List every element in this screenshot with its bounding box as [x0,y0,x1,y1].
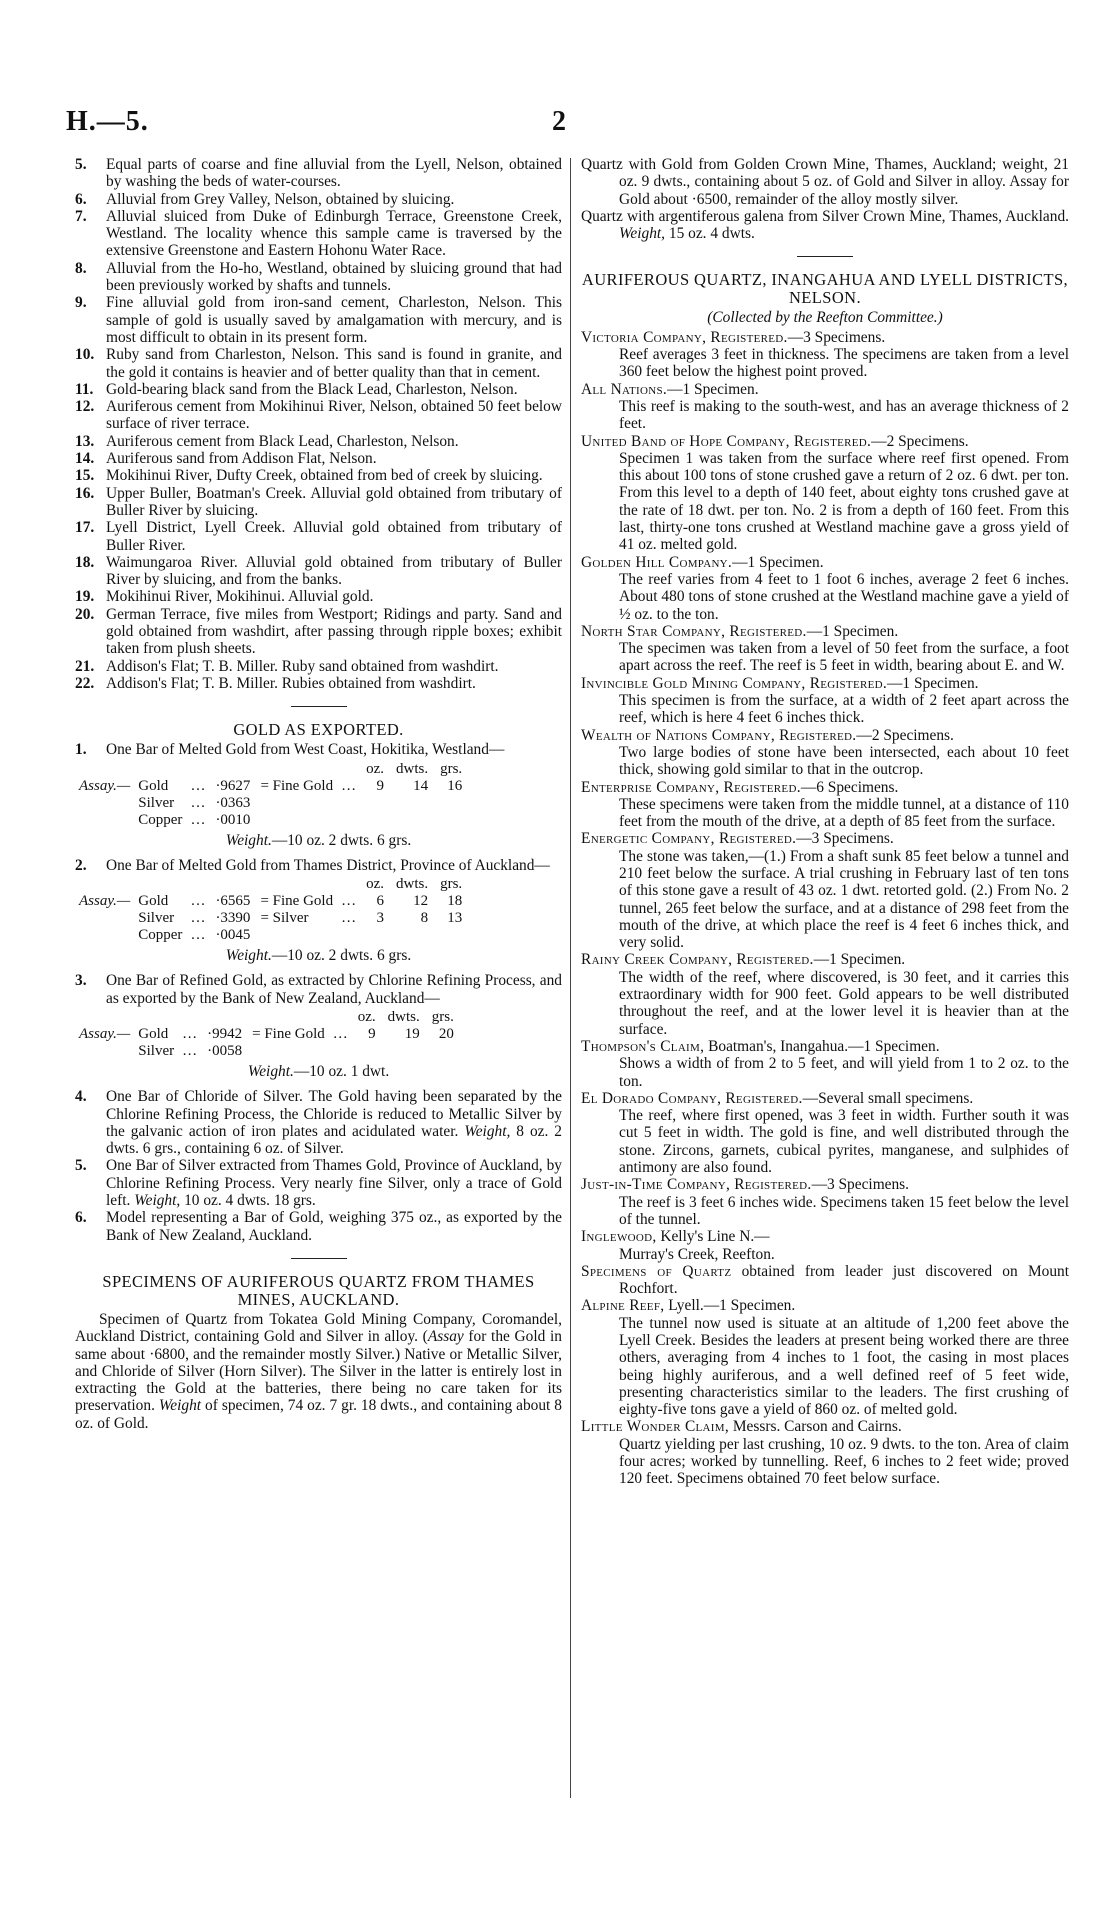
assay-dots: … [190,777,206,794]
item-text: Auriferous cement from Black Lead, Charleston, Nelson. [106,432,459,450]
entry-heading [581,675,1069,692]
assay-val: ·6565 [215,893,251,910]
assay-val: ·0045 [215,927,251,944]
item-number: 15. [75,467,95,485]
entry-body: Shows a width of from 2 to 5 feet, and will yield from 1 to 2 oz. to the ton. [619,1055,1069,1090]
section-rule [797,256,853,257]
entry-name: Golden Hill Company. [581,553,733,571]
section-rule [291,1258,347,1259]
list-item [75,467,562,484]
entry-heading [581,1228,1069,1245]
weight-value: —10 oz. 1 dwt. [293,1062,390,1080]
assay-dwts [382,1043,426,1060]
assay-table [75,876,468,944]
assay-metal: Silver [138,910,175,927]
item-number: 10. [75,346,95,364]
item-number: 14. [75,450,95,468]
entry-name: El Dorado Company, Registered. [581,1089,803,1107]
item-text: Alluvial from Grey Valley, Nelson, obtained by sluicing. [106,190,455,208]
item-number: 1. [75,741,87,759]
assay-oz [352,1043,382,1060]
item-text: Gold-bearing black sand from the Black Lead, Charleston, Nelson. [106,380,518,398]
assay-d2: … [341,777,357,794]
assay-eq [256,812,337,829]
assay-row [75,1026,460,1043]
list-item [75,433,562,450]
entry-body: The reef, where first opened, was 3 feet in width. Further south it was cut 5 feet in width. The gold is fine, and well distributed through the stone. Zircons, garnets, cubical pyrites, manganese, and sulphides of antimony are also found. [619,1107,1069,1177]
assay-eq [248,1043,329,1060]
assay-dwts [390,812,434,829]
entry-rest: obtained from leader just discovered on Mount Rochfort. [619,1262,1069,1298]
entry-body: Reef averages 3 feet in thickness. The specimens are taken from a level 360 feet below the highest point proved. [619,346,1069,381]
assay-eq [256,927,337,944]
assay-row [75,778,468,795]
item-text: Addison's Flat; T. B. Miller. Ruby sand obtained from washdirt. [106,657,499,675]
assay-row [75,927,468,944]
entry-body: Two large bodies of stone have been intersected, each about 10 feet thick, showing gold similar to that in the outcrop. [619,743,1069,779]
assay-dwts [390,927,434,944]
entry-heading [581,951,1069,968]
bar-weight [75,1063,562,1080]
bar-description [75,741,562,758]
assay-oz [360,795,390,812]
assay-dwts: 8 [420,910,429,927]
entry-rest: Messrs. Carson and Cairns. [729,1418,902,1436]
assay-d2: … [341,893,357,910]
weight-value: —10 oz. 2 dwts. 6 grs. [271,947,412,965]
item-number: 18. [75,553,95,571]
item-text: One Bar of Melted Gold from Thames District, Province of Auckland— [106,856,550,874]
gold-bar-2 [75,857,562,965]
list-item [75,294,562,346]
assay-label [75,795,134,812]
entry-name: All Nations. [581,380,668,398]
assay-row [75,795,468,812]
assay-dwts: 12 [413,893,429,910]
gold-bar-5: 5. One Bar of Silver extracted from Thames Gold, Province of Auckland, by Chlorine Refining Process. Very nearly fine Silver, only a trace of Gold left. Weight, 10 oz. 4 dwts. 18 grs. [75,1157,562,1210]
entry-rest: —1 Specimen. [806,622,899,640]
item-number: 2. [75,856,87,874]
unit-header: dwts. [396,876,429,893]
entry-rest: —2 Specimens. [856,726,954,744]
assay-d2: … [332,1025,348,1042]
entry-name: Wealth of Nations Company, Registered. [581,726,857,744]
item-number: 11. [75,380,94,398]
assay-val: ·3390 [215,910,251,927]
entry-name: Inglewood, [581,1228,657,1246]
entry-heading [581,1418,1069,1435]
assay-oz [360,812,390,829]
entry-body: The reef varies from 4 feet to 1 foot 6 inches, average 2 feet 6 inches. About 480 tons of stone crushed at the Westland machine gave a yield of ½ oz. to the ton. [619,570,1069,623]
entry-heading [581,1176,1069,1193]
page-number: 2 [552,106,566,137]
assay-oz: 9 [368,1025,376,1042]
entry-rest: Kelly's Line N.— [656,1228,770,1246]
assay-val: ·0363 [215,794,251,811]
item-text: Addison's Flat; T. B. Miller. Rubies obtained from washdirt. [106,674,476,692]
entry-name: Victoria Company, Registered. [581,328,788,346]
unit-header: dwts. [396,760,429,777]
item-text: Equal parts of coarse and fine alluvial from the Lyell, Nelson, obtained by washing the beds of water-courses. [106,156,562,191]
entry-rest: Boatman's, Inangahua.—1 Specimen. [704,1037,940,1055]
entry-rest: —Several small specimens. [802,1089,974,1107]
assay-eq: = Fine Gold [252,1025,325,1042]
entry-body: The specimen was taken from a level of 50 feet from the surface, a foot apart across the reef. The reef is 5 feet in width, bearing about E. and W. [619,640,1069,675]
entry-name: Just-in-Time Company, Registered. [581,1176,812,1194]
item-text: Ruby sand from Charleston, Nelson. This sand is found in granite, and the gold it contains is heavier and of better quality than that in cement. [106,346,562,381]
assay-metal: Gold [138,777,169,794]
assay-metal: Copper [138,811,183,828]
company-entries [581,329,1069,1488]
entry-name: Rainy Creek Company, Registered. [581,951,814,969]
entry-body: The tunnel now used is situate at an altitude of 1,200 feet above the Lyell Creek. Besides the leaders at present being worked there are three others, averaging from 4 inches to 1 foot, the casing in most places being highly auriferous, and a well defined reef of 5 feet wide, presenting characteristics similar to the leaders. The first crushing of eighty-five tons gave a yield of 860 oz. of melted gold. [619,1314,1069,1419]
weight-label: Weight. [225,947,272,965]
item-number: 6. [75,190,87,208]
bar-description [75,972,562,1007]
assay-eq: = Silver [260,910,309,927]
list-item [75,675,562,692]
entry-name: Invincible Gold Mining Company, Registered. [581,674,888,692]
entry-heading [581,554,1069,571]
assay-dots: … [190,927,206,944]
item-text: Fine alluvial gold from iron-sand cement, Charleston, Nelson. This sample of gold is usually saved by amalgamation with mercury, and is most difficult to obtain in its present form. [106,294,562,346]
assay-oz [360,927,390,944]
entry-rest: —6 Specimens. [800,778,899,796]
assay-metal: Gold [138,893,169,910]
entry-name: Enterprise Company, Registered. [581,778,801,796]
item-number: 7. [75,207,87,225]
item-text: Lyell District, Lyell Creek. Alluvial gold obtained from tributary of Buller River. [106,519,562,554]
document-code: H.—5. [66,106,149,137]
assay-grs: 16 [447,777,463,794]
assay-val: ·0058 [207,1042,243,1059]
assay-label-text: Assay.— [79,1025,131,1042]
bar-weight [75,947,562,964]
assay-label [75,893,134,910]
item-number: 17. [75,519,95,537]
right-column [581,156,1069,1488]
assay-grs [434,812,468,829]
list-item [75,260,562,295]
item-number: 16. [75,484,95,502]
entry-body: Specimen 1 was taken from the surface where reef first opened. From this about 100 tons of stone crushed gave a return of 2 oz. 6 dwt. per ton. From this level to a depth of 140 feet, about eighty tons crushed gave at the rate of 18 dwt. per ton. No. 2 is from a depth of 160 feet. From this last, thirty-one tons crushed at Westland machine gave a gross yield of 41 oz. melted gold. [619,449,1069,554]
entry-name: Specimens of Quartz [581,1262,732,1280]
item-number: 22. [75,674,95,692]
assay-table [75,1009,460,1060]
list-item [75,156,562,191]
unit-header: grs. [431,1008,454,1025]
thames-specimens-heading: SPECIMENS OF AURIFEROUS QUARTZ FROM THAMES MINES, AUCKLAND. [102,1271,535,1309]
entry-rest: —1 Specimen. [667,380,759,398]
item-text: Mokihinui River, Mokihinui. Alluvial gold. [106,588,374,606]
item-number: 19. [75,588,95,606]
entry-heading [581,1038,1069,1055]
item-number: 3. [75,972,87,990]
entry-body: These specimens were taken from the middle tunnel, at a distance of 110 feet from the mouth of the drive, at a depth of 85 feet from the surface. [619,795,1069,831]
entry-body: This reef is making to the south-west, and has an average thickness of 2 feet. [619,397,1069,433]
entry-body: The width of the reef, where discovered, is 30 feet, and it carries this extraordinary width for 900 feet. Gold appears to be well distributed throughout the reef, and at the lower level it is heavier than at the surface. [619,968,1069,1038]
collected-by-note: (Collected by the Reefton Committee.) [707,309,943,327]
weight-value: —10 oz. 2 dwts. 6 grs. [271,831,412,849]
entry-body: Quartz yielding per last crushing, 10 oz. 9 dwts. to the ton. Area of claim four acres; worked by tunnelling. Reef, 6 inches to 2 feet wide; proved 120 feet. Specimens obtained 70 feet below surface. [619,1435,1069,1488]
assay-d2: … [341,910,357,927]
entry-heading [581,1263,1069,1298]
assay-label [75,910,134,927]
entry-heading [581,727,1069,744]
entry-rest: —2 Specimens. [871,432,969,450]
assay-dots: … [190,811,206,828]
assay-eq: = Fine Gold [260,893,334,910]
item-text: Waimungaroa River. Alluvial gold obtained from tributary of Buller River by sluicing, and from the banks. [106,553,562,589]
entry-name: Energetic Company, Registered. [581,830,797,848]
assay-label [75,812,134,829]
item-number: 20. [75,605,95,623]
assay-dots: … [182,1025,198,1042]
inangahua-heading: AURIFEROUS QUARTZ, INANGAHUA AND LYELL DISTRICTS, NELSON. [581,270,1069,308]
entry-name: United Band of Hope Company, Registered. [581,432,872,450]
entry-name: Alpine Reef, [581,1297,665,1315]
item-text: Auriferous cement from Mokihinui River, Nelson, obtained 50 feet below surface of river terrace. [106,398,562,433]
entry-name: Thompson's Claim, [581,1037,705,1055]
assay-grs [426,1043,460,1060]
entry-rest: —1 Specimen. [887,674,979,692]
assay-dots: … [190,794,206,811]
alluvial-list [75,156,562,692]
item-text: One Bar of Refined Gold, as extracted by Chlorine Refining Process, and as exported by the Bank of New Zealand, Auckland— [106,972,562,1007]
unit-header: grs. [440,760,463,777]
list-item [75,606,562,658]
assay-val: ·9627 [215,777,251,794]
tokatea-specimen: Specimen of Quartz from Tokatea Gold Mining Company, Coromandel, Auckland District, containing Gold and Silver in alloy. (Assay for the Gold in same about ·6800, and the remainder mostly Silver.) Native or Metallic Silver, and Chloride of Silver (Horn Silver). The Silver in the latter is entirely lost in extracting the Gold at the batteries, there being no care taken for its preservation. Weight of specimen, 74 oz. 7 gr. 18 dwts., and containing about 8 oz. of Gold. [75,1310,562,1432]
assay-label [75,1026,134,1043]
assay-dots: … [190,893,206,910]
entry-heading [581,779,1069,796]
item-text: German Terrace, five miles from Westport; Ridings and party. Sand and gold obtained from washdirt, after passing through ripple boxes; exhibit taken from plush sheets. [106,605,562,658]
list-item [75,519,562,554]
assay-metal: Silver [138,1042,175,1059]
section-rule [291,706,347,707]
item-number: 8. [75,259,87,277]
entry-heading [581,1297,1069,1314]
assay-row [75,1043,460,1060]
list-item [75,381,562,398]
assay-row [75,812,468,829]
entry-rest: —1 Specimen. [732,553,824,571]
bar-weight [75,832,562,849]
entry-rest: —3 Specimens. [796,830,894,848]
item-text: Upper Buller, Boatman's Creek. Alluvial gold obtained from tributary of Buller River by sluicing. [106,484,562,519]
entry-body: The reef is 3 feet 6 inches wide. Specimens taken 15 feet below the level of the tunnel. [619,1193,1069,1228]
entry-heading [581,623,1069,640]
assay-metal: Silver [138,794,175,811]
assay-dwts: 14 [413,777,429,794]
unit-header: oz. [366,876,384,893]
bar-description [75,857,562,874]
assay-label [75,1043,134,1060]
assay-oz: 3 [376,910,384,927]
gold-bar-6: 6. Model representing a Bar of Gold, weighing 375 oz., as exported by the Bank of New Zealand, Auckland. [75,1209,562,1244]
item-number: 13. [75,432,95,450]
weight-label: Weight. [247,1062,294,1080]
assay-dots: … [182,1042,198,1059]
assay-grs [434,795,468,812]
entry-rest: —3 Specimens. [787,328,886,346]
assay-label-text: Assay.— [79,777,131,794]
entry-heading [581,381,1069,398]
unit-header: oz. [357,1008,376,1025]
column-divider [570,158,571,1798]
assay-val: ·9942 [207,1025,243,1042]
list-item [75,191,562,208]
item-text: Auriferous sand from Addison Flat, Nelson. [106,450,377,468]
list-item [75,398,562,433]
assay-row [75,910,468,927]
entry-body: Murray's Creek, Reefton. [619,1245,775,1263]
entry-name: North Star Company, Registered. [581,622,807,640]
list-item [75,450,562,467]
entry-heading [581,329,1069,346]
golden-crown-quartz: Quartz with Gold from Golden Crown Mine, Thames, Auckland; weight, 21 oz. 9 dwts., containing about 5 oz. of Gold and Silver in alloy. Assay for Gold about ·6500, remainder of the alloy mostly silver. [581,156,1069,208]
assay-metal: Copper [138,927,183,944]
assay-label [75,778,134,795]
entry-body: The stone was taken,—(1.) From a shaft sunk 85 feet below a tunnel and 210 feet below the surface. A trial crushing in February last of ten tons of this stone gave a result of 43 oz. 1 dwt. retorted gold. (2.) From No. 2 tunnel, 265 feet below the surface, and at a distance of 298 feet from the mouth of the drive, at which place the reef is 4 feet 6 inches thick, and very solid. [619,847,1069,952]
weight-label: Weight. [225,831,272,849]
item-text: One Bar of Melted Gold from West Coast, Hokitika, Westland— [106,741,505,759]
assay-oz: 6 [376,893,384,910]
list-item [75,658,562,675]
assay-d2 [337,812,360,829]
assay-label [75,927,134,944]
assay-d2 [337,795,360,812]
gold-bar-3 [75,972,562,1080]
item-text: Alluvial sluiced from Duke of Edinburgh Terrace, Greenstone Creek, Westland. The locality whence this sample came is traversed by the extensive Greenstone and Eastern Hohonu Water Race. [106,207,562,260]
left-column [75,156,562,1432]
item-number: 21. [75,657,95,675]
assay-dots: … [190,910,206,927]
unit-header: oz. [366,760,384,777]
silver-crown-quartz: Quartz with argentiferous galena from Silver Crown Mine, Thames, Auckland. Weight, 15 oz. 4 dwts. [581,207,1069,243]
assay-d2 [329,1043,352,1060]
list-item [75,588,562,605]
assay-row [75,893,468,910]
gold-bar-1 [75,741,562,849]
assay-grs: 18 [447,893,463,910]
item-number: 5. [75,156,87,173]
list-item [75,346,562,381]
entry-name: Little Wonder Claim, [581,1418,729,1436]
item-text: Mokihinui River, Dufty Creek, obtained from bed of creek by sluicing. [106,467,543,485]
assay-metal: Gold [138,1025,169,1042]
list-item [75,485,562,520]
assay-dwts [390,795,434,812]
entry-rest: —3 Specimens. [811,1176,910,1194]
assay-d2 [337,927,360,944]
assay-label-text: Assay.— [79,893,131,910]
unit-header: grs. [440,876,463,893]
assay-val: ·0010 [215,811,251,828]
item-number: 9. [75,294,87,312]
entry-rest: —1 Specimen. [813,951,906,969]
assay-dwts: 19 [404,1025,420,1042]
gold-bar-4: 4. One Bar of Chloride of Silver. The Gold having been separated by the Chlorine Refining Process, the Chloride is reduced to Metallic Silver by the galvanic action of iron plates and acidulated water. Weight, 8 oz. 2 dwts. 6 grs., containing 6 oz. of Silver. [75,1088,562,1158]
assay-oz: 9 [376,777,384,794]
assay-table [75,761,468,829]
entry-rest: Lyell.—1 Specimen. [664,1297,796,1315]
item-text: Alluvial from the Ho-ho, Westland, obtained by sluicing ground that had been previously worked by shafts and tunnels. [106,259,562,295]
entry-heading [581,1090,1069,1107]
item-number: 12. [75,398,95,416]
entry-heading [581,830,1069,847]
unit-header: dwts. [387,1008,420,1025]
list-item [75,554,562,589]
assay-eq [256,795,337,812]
assay-grs [434,927,468,944]
assay-grs: 20 [438,1025,454,1042]
assay-grs: 13 [447,910,463,927]
gold-exported-heading: GOLD AS EXPORTED. [233,720,404,740]
entry-heading [581,433,1069,450]
list-item [75,208,562,260]
entry-body: This specimen is from the surface, at a width of 2 feet apart across the reef, which is here 4 feet 6 inches thick. [619,692,1069,727]
assay-eq: = Fine Gold [260,777,334,794]
